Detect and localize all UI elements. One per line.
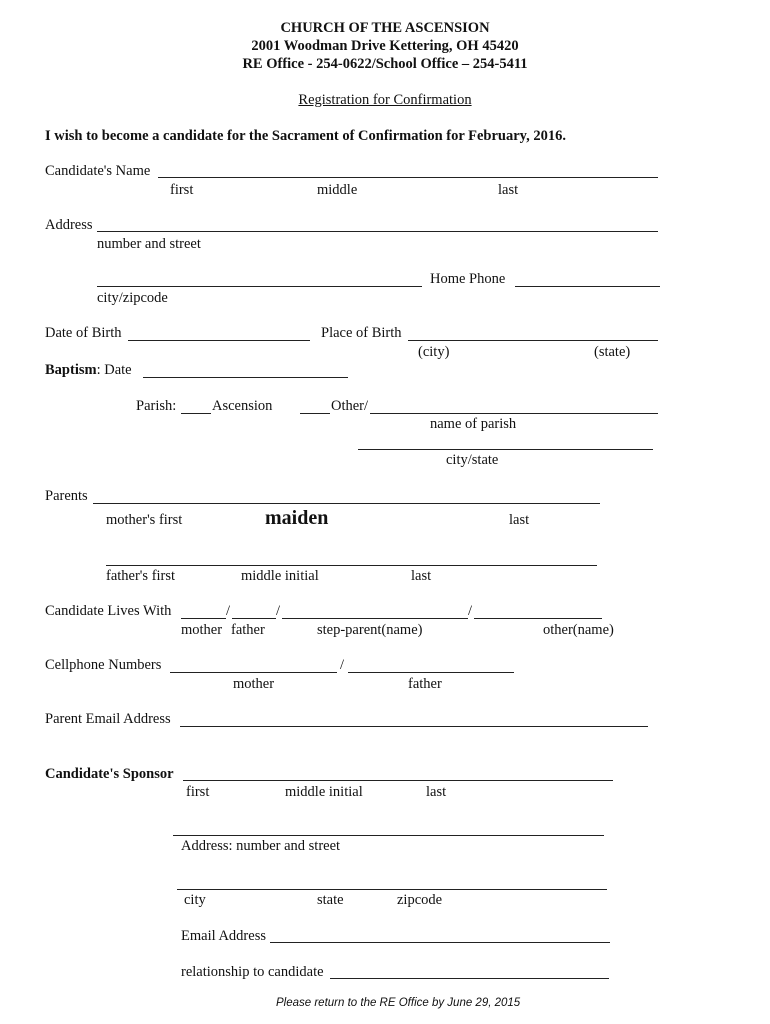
candidate-name-line[interactable] [158,177,658,178]
sponsor-first-hint: first [186,784,210,800]
parents-label: Parents [45,488,88,504]
sponsor-address-line[interactable] [173,835,604,836]
lives-with-label: Candidate Lives With [45,603,172,619]
pob-city-hint: (city) [418,344,450,360]
sponsor-address-hint: Address: number and street [181,838,341,854]
lives-with-sep-1: / [226,603,231,619]
lives-with-father-blank[interactable] [232,618,276,619]
sponsor-state-hint: state [317,892,344,908]
baptism-date-label: : Date [96,362,132,378]
address-street-line[interactable] [97,231,658,232]
lives-with-sep-3: / [468,603,473,619]
cellphone-mother-hint: mother [233,676,275,692]
church-name: CHURCH OF THE ASCENSION [280,20,490,36]
parish-other-label: Other/ [331,398,369,414]
baptism-label: Baptism [45,362,97,378]
sponsor-email-label: Email Address [181,928,266,944]
baptism-date-line[interactable] [143,377,348,378]
parent-email-label: Parent Email Address [45,711,171,727]
return-instructions: Please return to the RE Office by June 29, 2015 [276,997,521,1009]
sponsor-name-line[interactable] [183,780,613,781]
cellphone-label: Cellphone Numbers [45,657,162,673]
mother-name-line[interactable] [93,503,600,504]
sponsor-email-line[interactable] [270,942,610,943]
lives-with-other-hint: other(name) [543,622,614,638]
lives-with-other-blank[interactable] [474,618,602,619]
father-name-line[interactable] [106,565,597,566]
lives-with-father-hint: father [231,622,265,638]
sponsor-city-hint: city [184,892,206,908]
cellphone-sep: / [340,657,345,673]
cellphone-father-hint: father [408,676,442,692]
parish-name-line[interactable] [370,413,658,414]
mother-maiden-hint: maiden [265,507,329,529]
father-first-hint: father's first [106,568,176,584]
parish-name-hint: name of parish [430,416,517,432]
pob-state-hint: (state) [594,344,631,360]
sponsor-relationship-label: relationship to candidate [181,964,324,980]
candidate-last-hint: last [498,182,519,198]
candidate-middle-hint: middle [317,182,358,198]
father-last-hint: last [411,568,432,584]
parish-ascension-label: Ascension [212,398,273,414]
home-phone-line[interactable] [515,286,660,287]
baptism-row [45,363,132,378]
lives-with-mother-blank[interactable] [181,618,226,619]
lives-with-mother-hint: mother [181,622,223,638]
candidate-name-label: Candidate's Name [45,163,151,179]
pob-line[interactable] [408,340,658,341]
cellphone-mother-line[interactable] [170,672,337,673]
sponsor-label: Candidate's Sponsor [45,766,174,782]
address-cityzip-hint: city/zipcode [97,290,168,306]
sponsor-middle-hint: middle initial [285,784,363,800]
parish-label: Parish: [136,398,177,414]
parish-ascension-blank[interactable] [181,413,211,414]
sponsor-last-hint: last [426,784,447,800]
parish-citystate-hint: city/state [446,452,499,468]
intro-statement: I wish to become a candidate for the Sacrament of Confirmation for February, 2016. [45,128,567,144]
lives-with-stepparent-blank[interactable] [282,618,468,619]
mother-last-hint: last [509,512,530,528]
candidate-first-hint: first [170,182,194,198]
parent-email-line[interactable] [180,726,648,727]
sponsor-relationship-line[interactable] [330,978,609,979]
pob-label: Place of Birth [321,325,402,341]
lives-with-stepparent-hint: step-parent(name) [317,622,423,638]
form-title: Registration for Confirmation [298,92,472,108]
dob-label: Date of Birth [45,325,122,341]
lives-with-sep-2: / [276,603,281,619]
parish-other-blank[interactable] [300,413,330,414]
home-phone-label: Home Phone [430,271,506,287]
address-cityzip-line[interactable] [97,286,422,287]
mother-first-hint: mother's first [106,512,183,528]
dob-line[interactable] [128,340,310,341]
sponsor-zipcode-hint: zipcode [397,892,443,908]
father-middle-hint: middle initial [241,568,319,584]
cellphone-father-line[interactable] [348,672,514,673]
office-phones: RE Office - 254-0622/School Office – 254-5411 [242,56,528,72]
parish-citystate-line[interactable] [358,449,653,450]
sponsor-cityzip-line[interactable] [177,889,607,890]
address-street-hint: number and street [97,236,201,252]
church-address: 2001 Woodman Drive Kettering, OH 45420 [251,38,519,54]
address-label: Address [45,217,93,233]
